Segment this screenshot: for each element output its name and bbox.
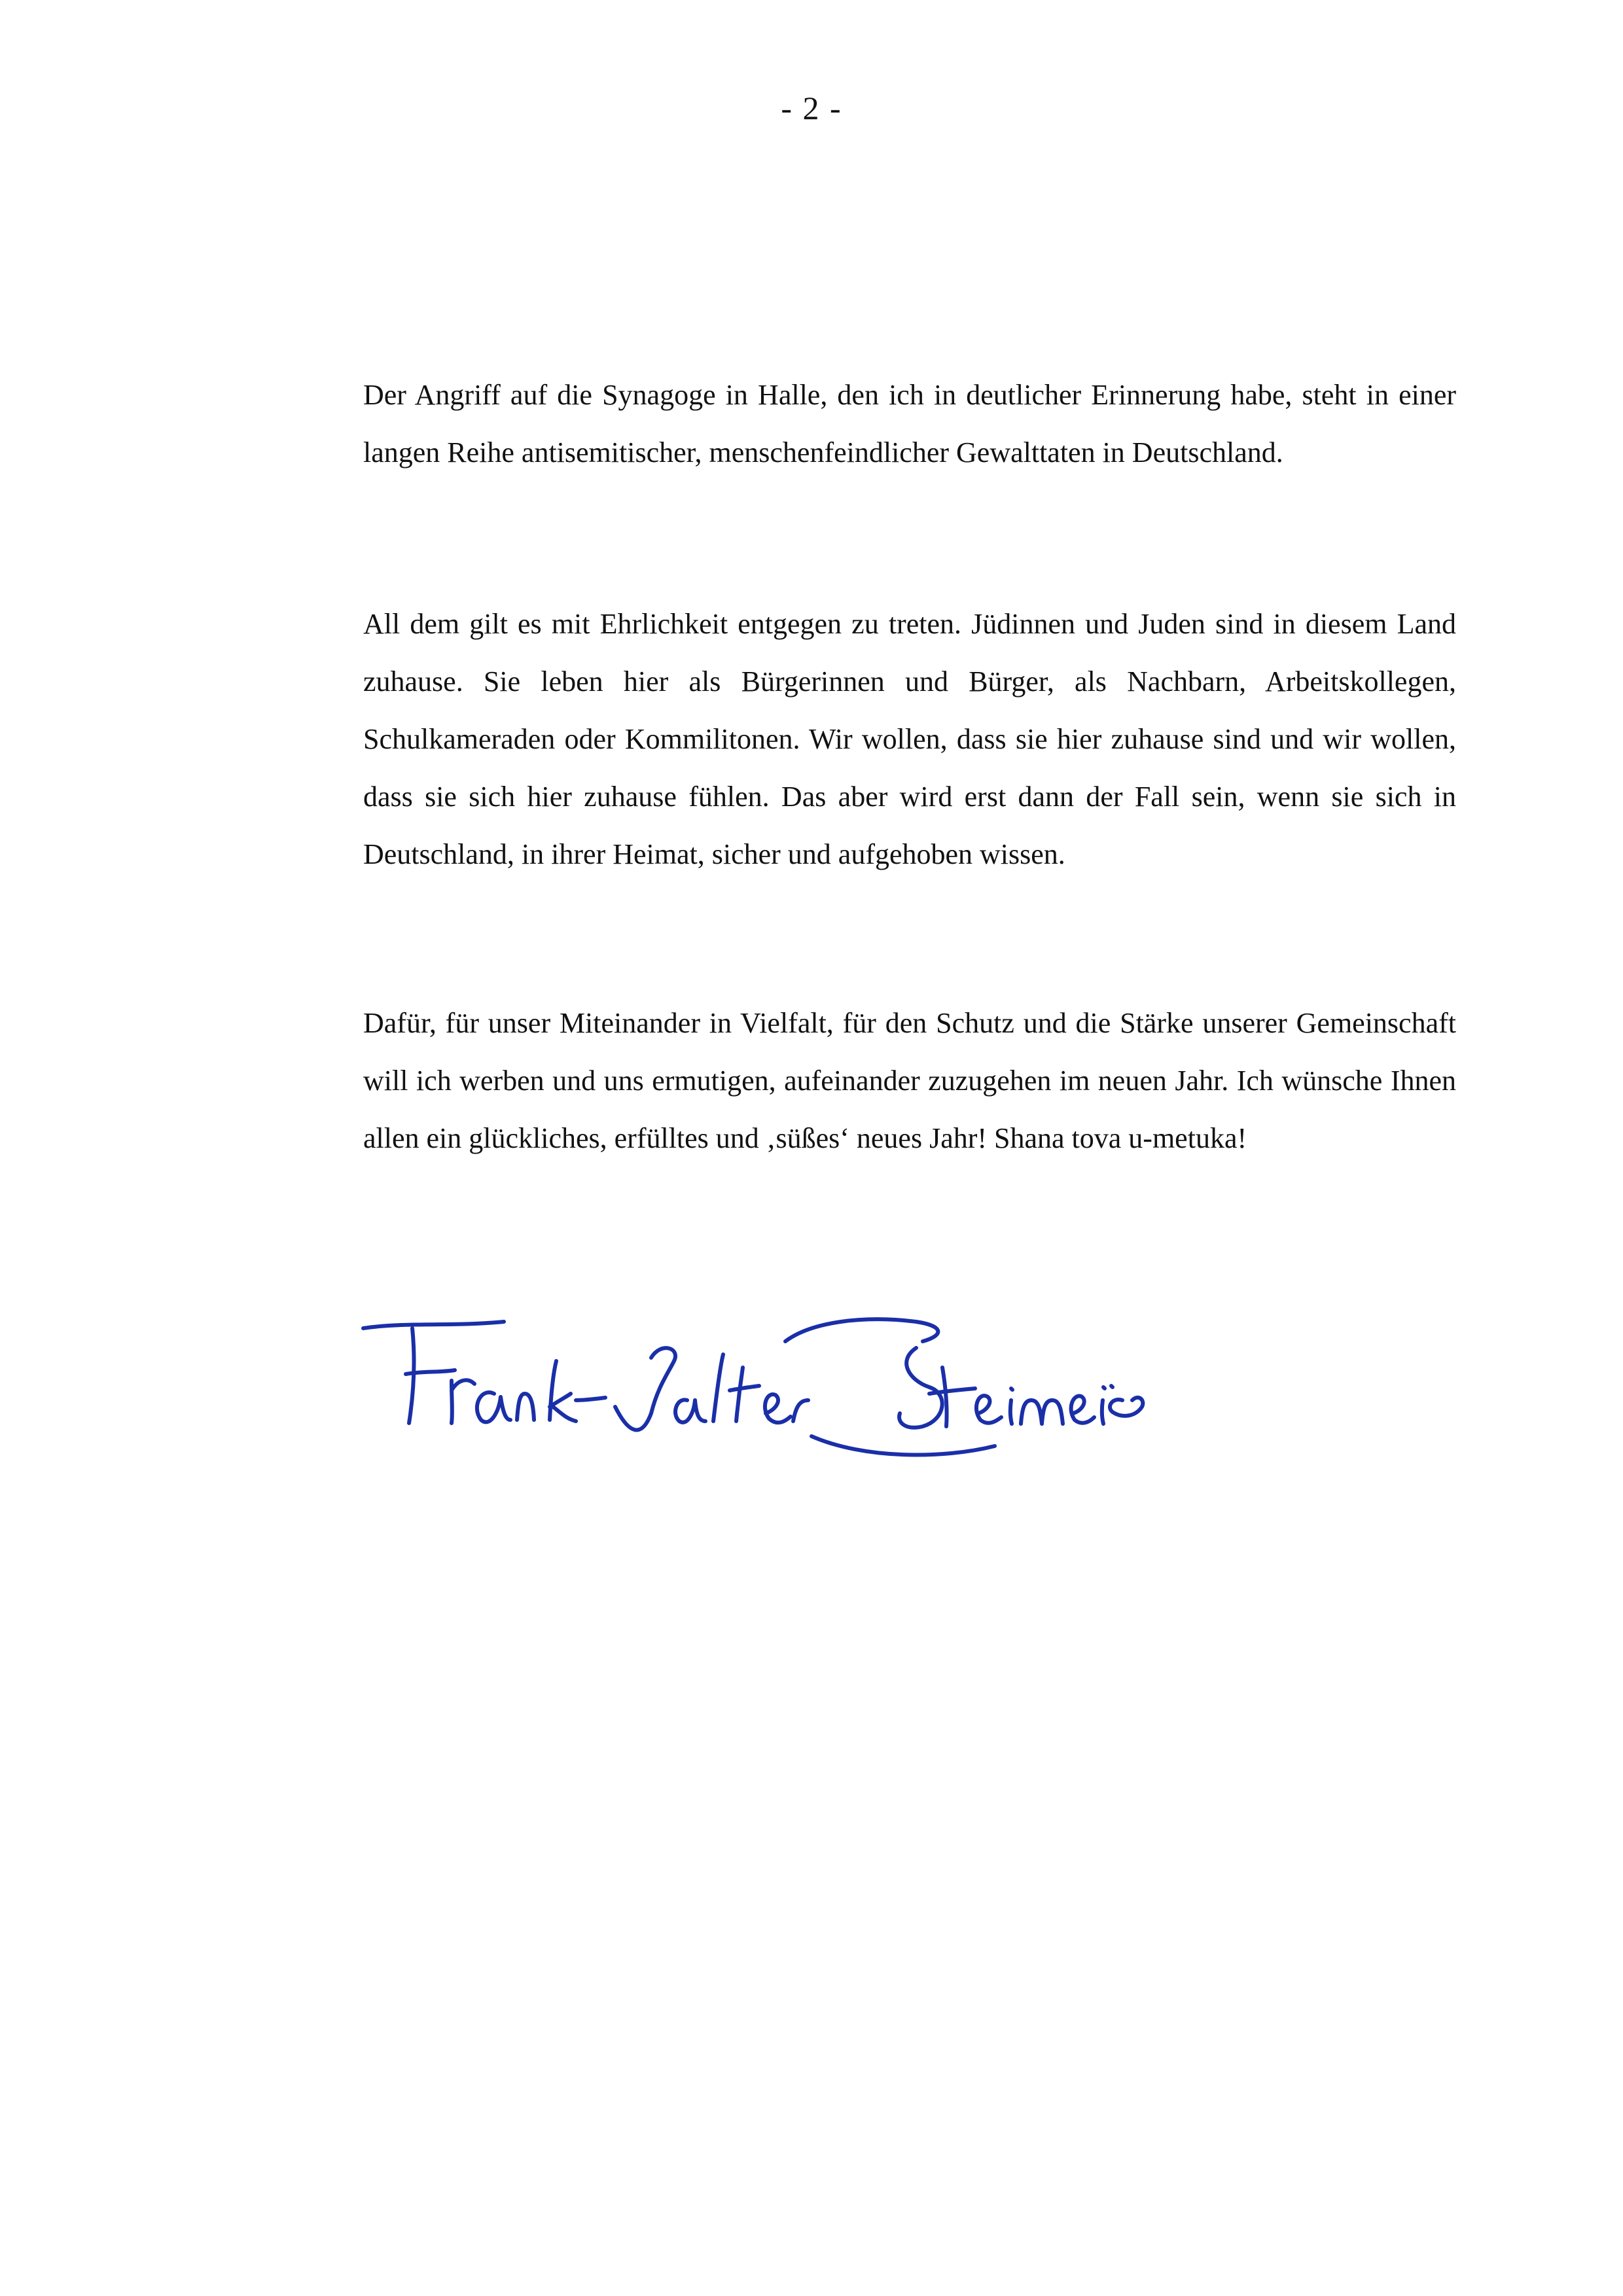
paragraph-halle-attack: Der Angriff auf die Synagoge in Halle, den ich in deutlicher Erinnerung habe, steht in einer langen Reihe antisemitischer, menschenfeindlicher Gewalttaten in Deutschland. <box>363 379 1456 468</box>
paragraph-jewish-life: All dem gilt es mit Ehrlichkeit entgegen zu treten. Jüdinnen und Juden sind in diesem Land zuhause. Sie leben hier als Bürgerinnen und Bürger, als Nachbarn, Arbeitskollegen, Schulkameraden oder Kommilitonen. Wir wollen, dass sie hier zuhause sind und wir wollen, dass sie sich hier zuhause fühlen. Das aber wird erst dann der Fall sein, wenn sie sich in Deutschland, in ihrer Heimat, sicher und aufgehoben wissen. <box>363 608 1456 870</box>
paragraph-new-year-wishes: Dafür, für unser Miteinander in Vielfalt, für den Schutz und die Stärke unserer Gemeinschaft will ich werben und uns ermutigen, aufeinander zuzugehen im neuen Jahr. Ich wünsche Ihnen allen ein glückliches, erfülltes und ‚süßes‘ neues Jahr! Shana tova u-metuka! <box>363 1007 1456 1154</box>
page-number: - 2 - <box>781 90 842 126</box>
handwritten-signature <box>353 1302 1178 1472</box>
